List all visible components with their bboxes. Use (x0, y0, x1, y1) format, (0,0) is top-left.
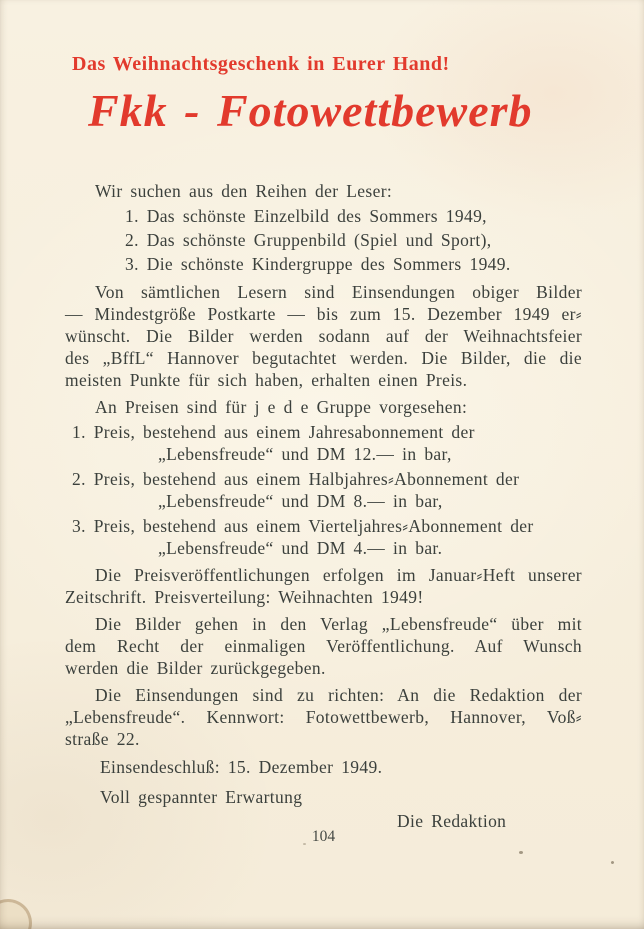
list-item: 3. Die schönste Kindergruppe des Sommers 1949. (125, 254, 511, 274)
prize-line: 3. Preis, bestehend aus einem Vierteljahres⸗Abonnement der (72, 516, 534, 536)
rights-paragraph (65, 613, 582, 679)
paragraph-line: Von sämtlichen Lesern sind Einsendungen obiger Bilder (95, 282, 582, 302)
submission-paragraph (65, 281, 582, 391)
list-item: 2. Das schönste Gruppenbild (Spiel und Sport), (125, 230, 492, 250)
prize-line: „Lebensfreude“ und DM 12.— in bar, (158, 444, 452, 464)
contest-title: Fkk - Fotowettbewerb (88, 85, 533, 136)
prize-line: „Lebensfreude“ und DM 4.— in bar. (158, 538, 443, 558)
paper-speck (519, 851, 523, 854)
paragraph-line: meisten Punkte für sich haben, erhalten einen Preis. (65, 370, 468, 390)
paragraph-line: dem Recht der einmaligen Veröffentlichung. Auf Wunsch (65, 636, 582, 656)
deadline-line: Einsendeschluß: 15. Dezember 1949. (100, 757, 383, 777)
paper-stain (0, 899, 32, 929)
paragraph-line: des „BffL“ Hannover begutachtet werden. Die Bilder, die die (65, 348, 582, 368)
paragraph-line: Die Einsendungen sind zu richten: An die Redaktion der (95, 685, 582, 705)
paper-speck (303, 843, 306, 845)
prize-item-1 (72, 421, 582, 465)
paragraph-line: straße 22. (65, 729, 140, 749)
paragraph-line: wünscht. Die Bilder werden sodann auf der Weihnachtsfeier (65, 326, 582, 346)
paragraph-line: „Lebensfreude“. Kennwort: Fotowettbewerb, Hannover, Voß⸗ (65, 707, 582, 727)
paragraph-line: Zeitschrift. Preisverteilung: Weihnachten 1949! (65, 587, 424, 607)
intro-line: Wir suchen aus den Reihen der Leser: (95, 181, 393, 201)
announcement-paragraph (65, 564, 582, 608)
prizes-intro-line: An Preisen sind für j e d e Gruppe vorgesehen: (95, 397, 468, 417)
article-body (65, 180, 582, 832)
signature: Die Redaktion (397, 811, 507, 831)
prize-line: 1. Preis, bestehend aus einem Jahresabonnement der (72, 422, 475, 442)
prize-item-3 (72, 515, 582, 559)
paragraph-line: Die Bilder gehen in den Verlag „Lebensfreude“ über mit (95, 614, 582, 634)
address-paragraph (65, 684, 582, 750)
prize-line: „Lebensfreude“ und DM 8.— in bar, (158, 491, 443, 511)
prize-line: 2. Preis, bestehend aus einem Halbjahres⸗Abonnement der (72, 469, 520, 489)
paragraph-line: werden die Bilder zurückgegeben. (65, 658, 326, 678)
list-item: 1. Das schönste Einzelbild des Sommers 1949, (125, 206, 487, 226)
closing-line: Voll gespannter Erwartung (100, 787, 303, 807)
paragraph-line: — Mindestgröße Postkarte — bis zum 15. Dezember 1949 er⸗ (65, 304, 582, 324)
prize-item-2 (72, 468, 582, 512)
page-number: 104 (311, 828, 336, 845)
paragraph-line: Die Preisveröffentlichungen erfolgen im Januar⸗Heft unserer (95, 565, 582, 585)
paper-speck (611, 861, 615, 865)
contest-kicker: Das Weihnachtsgeschenk in Eurer Hand! (72, 53, 450, 75)
photo-categories-list (125, 204, 582, 276)
